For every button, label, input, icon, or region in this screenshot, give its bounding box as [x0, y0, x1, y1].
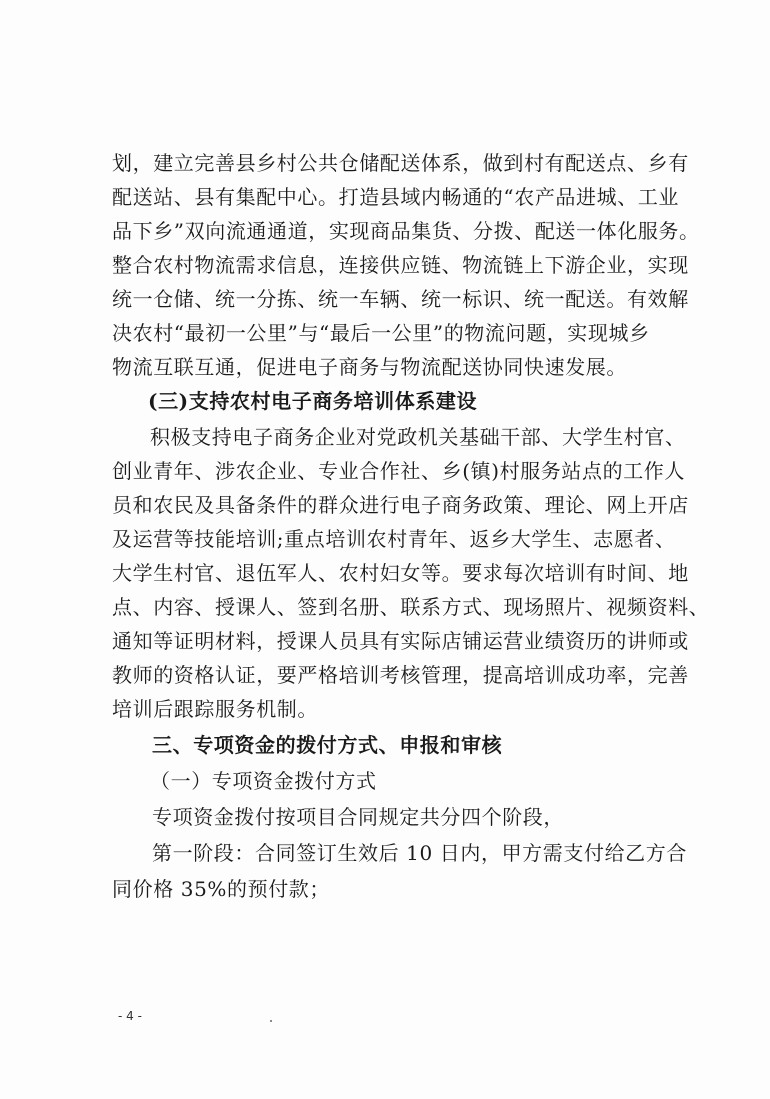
- paragraph-line: 员和农民及具备条件的群众进行电子商务政策、理论、网上开店: [112, 493, 689, 517]
- paragraph-line: 统一仓储、统一分拣、统一车辆、统一标识、统一配送。有效解: [112, 287, 689, 311]
- main-section-heading: 三、专项资金的拨付方式、申报和审核: [152, 733, 503, 757]
- paragraph-line: 同价格 35%的预付款；: [112, 877, 331, 901]
- scan-speck: [270, 1020, 272, 1022]
- paragraph-line: 整合农村物流需求信息，连接供应链、物流链上下游企业，实现: [112, 253, 689, 277]
- paragraph-line: 物流互联互通，促进电子商务与物流配送协同快速发展。: [112, 355, 627, 379]
- paragraph-line: 通知等证明材料，授课人员具有实际店铺运营业绩资历的讲师或: [112, 629, 689, 653]
- paragraph-line: 及运营等技能培训;重点培训农村青年、返乡大学生、志愿者、: [112, 527, 676, 551]
- paragraph-line: 划，建立完善县乡村公共仓储配送体系，做到村有配送点、乡有: [112, 151, 689, 175]
- paragraph-line: 积极支持电子商务企业对党政机关基础干部、大学生村官、: [150, 425, 686, 449]
- paragraph-line: 专项资金拨付按项目合同规定共分四个阶段，: [152, 805, 564, 829]
- paragraph-line: 培训后跟踪服务机制。: [112, 697, 318, 721]
- paragraph-line: 教师的资格认证，要严格培训考核管理，提高培训成功率，完善: [112, 663, 689, 687]
- section-heading-3: (三)支持农村电子商务培训体系建设: [148, 389, 478, 413]
- paragraph-line: 第一阶段：合同签订生效后 10 日内，甲方需支付给乙方合: [152, 841, 687, 865]
- paragraph-line: 配送站、县有集配中心。打造县域内畅通的“农产品进城、工业: [112, 185, 680, 209]
- paragraph-line: 决农村“最初一公里”与“最后一公里”的物流问题，实现城乡: [112, 321, 650, 345]
- paragraph-line: 点、内容、授课人、签到名册、联系方式、现场照片、视频资料、: [112, 595, 710, 619]
- page-number: - 4 -: [118, 1009, 142, 1023]
- subsection-heading: （一）专项资金拨付方式: [150, 769, 377, 793]
- paragraph-line: 品下乡”双向流通通道，实现商品集货、分拨、配送一体化服务。: [112, 219, 700, 243]
- paragraph-line: 大学生村官、退伍军人、农村妇女等。要求每次培训有时间、地: [112, 561, 689, 585]
- paragraph-line: 创业青年、涉农企业、专业合作社、乡(镇)村服务站点的工作人: [112, 459, 686, 483]
